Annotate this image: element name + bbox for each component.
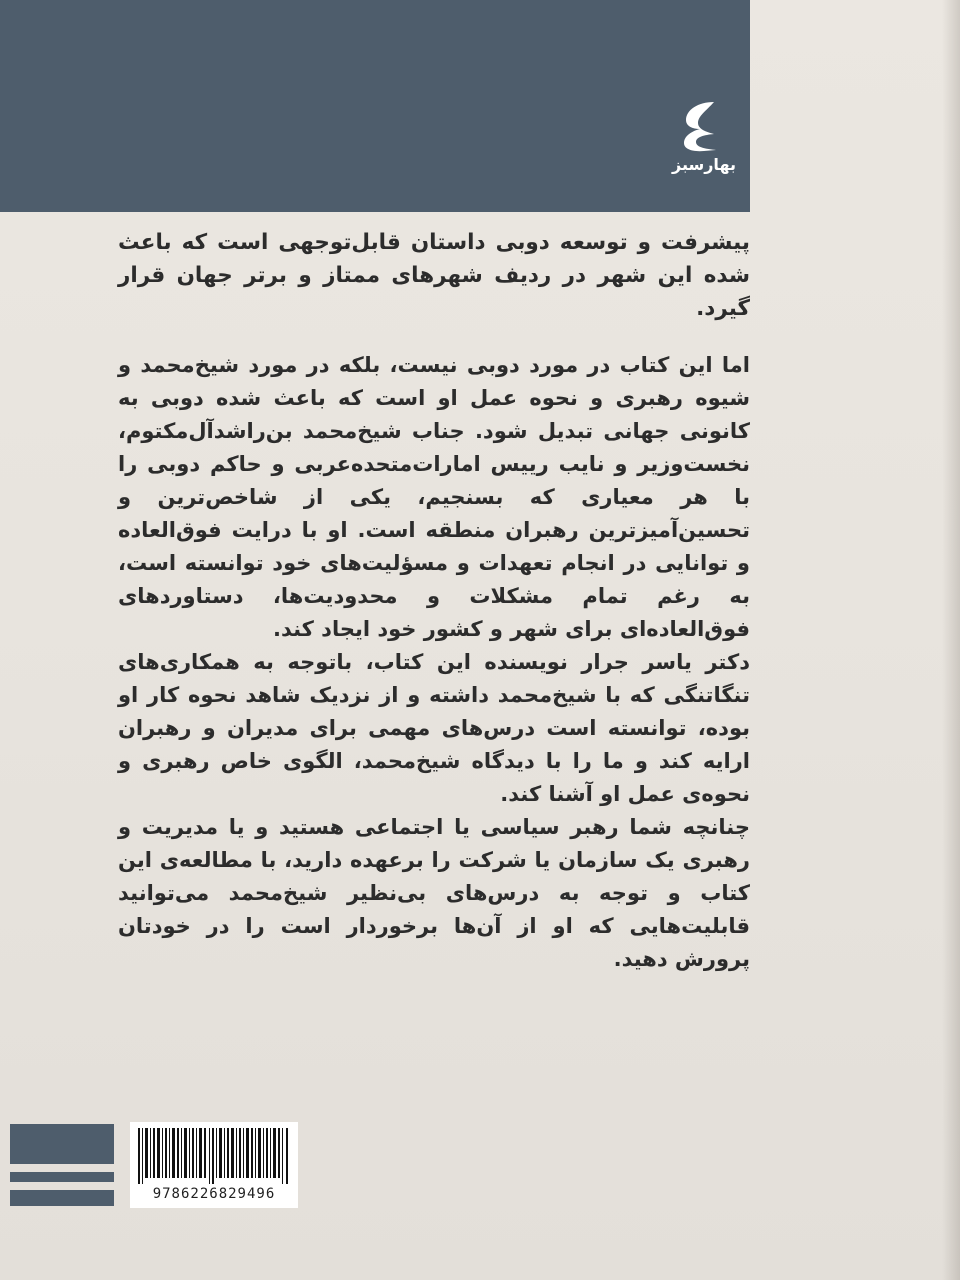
decorative-bar-bottom [10, 1190, 114, 1206]
blurb-paragraph-2: اما این کتاب در مورد دوبی نیست، بلکه در مورد شیخ‌محمد و شیوه رهبری و نحوه عمل او است که باعث شده دوبی به کانونی جهانی تبدیل شود. جناب شیخ‌محمد بن‌راشدآل‌مکتوم، نخست‌وزیر و نایب رییس امارات‌متحده‌عربی و حاکم دوبی را با هر معیاری که بسنجیم، یکی از شاخص‌ترین و تحسین‌آمیزترین رهبران منطقه است. او با درایت فوق‌العاده و توانایی در انجام تعهدات و مسؤلیت‌های خود توانسته است، به رغم تمام مشکلات و محدودیت‌ها، دستاوردهای فوق‌العاده‌ای برای شهر و کشور خود ایجاد کند. [118, 353, 750, 641]
page-edge-shadow [942, 0, 960, 1280]
blurb-text [118, 226, 750, 976]
blurb-paragraph-1: پیشرفت و توسعه دوبی داستان قابل‌توجهی است که باعث شده این شهر در ردیف شهرهای ممتاز و برتر جهان قرار گیرد. [118, 230, 750, 321]
publisher-name: بهارسبز [672, 155, 737, 174]
isbn-barcode [130, 1122, 298, 1208]
blurb-paragraph-4: چنانچه شما رهبر سیاسی یا اجتماعی هستید و یا مدیریت و رهبری یک سازمان یا شرکت را برعهده دارید، با مطالعه‌ی این کتاب و توجه به درس‌های بی‌نظیر شیخ‌محمد می‌توانید قابلیت‌هایی که او از آن‌ها برخوردار است را در خودتان پرورش دهید. [118, 815, 750, 971]
isbn-digits: 9786226829496 [152, 1186, 276, 1202]
leaf-logo-icon [676, 96, 722, 154]
blurb-paragraph-3: دکتر یاسر جرار نویسنده این کتاب، باتوجه به همکاری‌های تنگاتنگی که با شیخ‌محمد داشته و از نزدیک شاهد نحوه کار او بوده، توانسته است درس‌های مهمی برای مدیران و رهبران ارایه کند و ما را با دیدگاه شیخ‌محمد، الگوی خاص رهبری و نحوه‌ی عمل او آشنا کند. [118, 650, 750, 806]
decorative-bar-top [10, 1124, 114, 1164]
decorative-bars [10, 1124, 114, 1206]
publisher-color-band [0, 0, 750, 212]
decorative-bar-middle [10, 1172, 114, 1182]
publisher-logo [672, 96, 737, 182]
barcode-bars [136, 1128, 292, 1184]
